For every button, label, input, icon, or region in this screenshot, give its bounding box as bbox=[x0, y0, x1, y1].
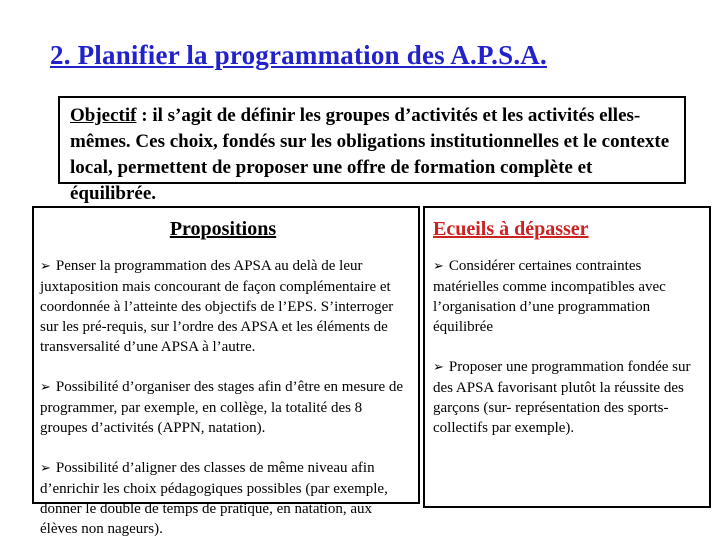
list-item bbox=[433, 357, 701, 438]
page-title: 2. Planifier la programmation des A.P.S.A. bbox=[50, 40, 547, 70]
list-item-text: Possibilité d’aligner des classes de même niveau afin d’enrichir les choix pédagogiques possibles (par exemple, donner le double de temps de pratique, en natation, aux élèves non nageurs). bbox=[40, 460, 388, 537]
list-item bbox=[40, 377, 406, 438]
list-item-text: Penser la programmation des APSA au delà de leur juxtaposition mais concourant de façon complémentaire et coordonnée à l’atteinte des objectifs de l’EPS. S’interroger sur les pré-requis, sur l’ordre des APSA et les éléments de transversalité d’une APSA à l’autre. bbox=[40, 258, 394, 355]
list-item-text: Considérer certaines contraintes matérielles comme incompatibles avec l’organisation d’une programmation équilibrée bbox=[433, 258, 666, 335]
list-item bbox=[433, 256, 701, 337]
ecueils-header: Ecueils à dépasser bbox=[433, 218, 589, 240]
arrowhead-bullet-icon: ➢ bbox=[40, 461, 51, 476]
objective-body-text: il s’agit de définir les groupes d’activités et les activités elles-mêmes. Ces choix, fondés sur les obligations institutionnelles et le contexte local, permettent de proposer une offre de formation complète et équilibrée. bbox=[70, 105, 670, 204]
arrowhead-bullet-icon: ➢ bbox=[40, 259, 51, 274]
objective-box bbox=[58, 96, 686, 204]
objective-paragraph bbox=[70, 103, 674, 207]
objective-separator: : bbox=[136, 105, 153, 126]
propositions-column bbox=[32, 206, 420, 537]
ecueils-column bbox=[423, 206, 711, 508]
list-item-text: Proposer une programmation fondée sur des APSA favorisant plutôt la réussite des garçons (sur- représentation des sports-collectifs par exemple). bbox=[433, 359, 691, 436]
list-item bbox=[40, 256, 406, 357]
arrowhead-bullet-icon: ➢ bbox=[40, 380, 51, 395]
list-item-text: Possibilité d’organiser des stages afin d’être en mesure de programmer, par exemple, en collège, la totalité des 8 groupes d’activités (APPN, natation). bbox=[40, 379, 404, 436]
objective-label: Objectif bbox=[70, 105, 137, 126]
arrowhead-bullet-icon: ➢ bbox=[433, 259, 444, 274]
propositions-header: Propositions bbox=[169, 218, 277, 240]
arrowhead-bullet-icon: ➢ bbox=[433, 360, 444, 375]
list-item bbox=[40, 458, 406, 539]
